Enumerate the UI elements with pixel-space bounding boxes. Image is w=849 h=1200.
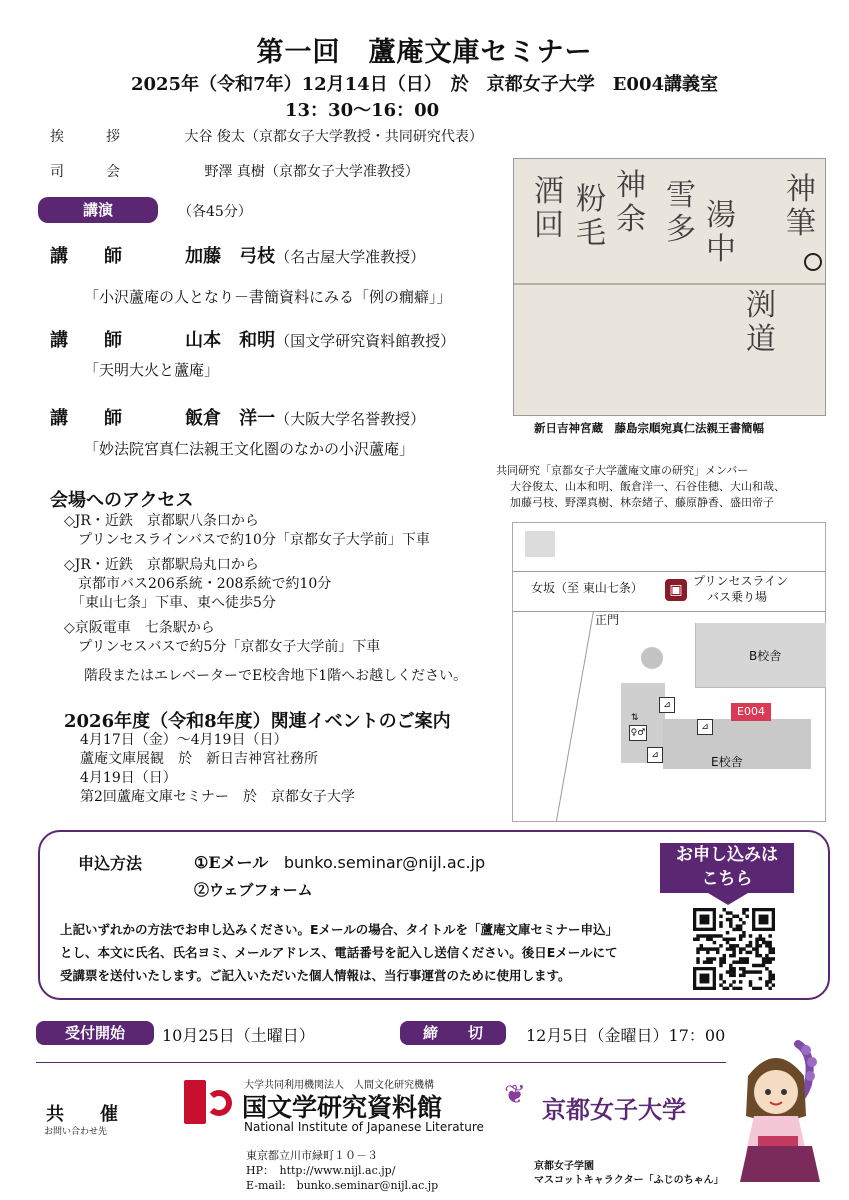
qr-module — [703, 947, 706, 950]
research-members — [496, 463, 785, 511]
mascot-caption — [534, 1160, 724, 1188]
footer-divider — [36, 1062, 726, 1063]
qr-module — [723, 954, 726, 957]
qr-module — [729, 967, 732, 970]
qr-module — [736, 987, 739, 990]
qr-module — [713, 957, 716, 960]
qr-module — [759, 938, 762, 941]
access-line: ◇京阪電車 七条駅から — [64, 620, 215, 636]
lecturer-2 — [50, 326, 455, 352]
qr-module — [696, 938, 699, 941]
access-note: 階段またはエレベーターでE校舎地下1階へお越しください。 — [84, 668, 468, 684]
qr-module — [729, 974, 732, 977]
mascot-line: 京都女子学園 — [534, 1161, 594, 1172]
restroom-icon: ♀♂ — [629, 725, 647, 741]
map-block — [525, 531, 555, 557]
qr-module — [716, 951, 719, 954]
qr-module — [726, 938, 729, 941]
qr-module — [732, 938, 735, 941]
qr-module — [739, 938, 742, 941]
qr-module — [713, 934, 716, 937]
qr-module — [755, 941, 758, 944]
qr-module — [765, 983, 768, 986]
qr-module — [739, 957, 742, 960]
qr-module — [736, 915, 739, 918]
qr-module — [719, 960, 722, 963]
org-sub: 大学共同利用機関法人 人間文化研究機構 — [244, 1080, 434, 1091]
qr-module — [729, 970, 732, 973]
map-circle — [641, 647, 663, 669]
qr-module — [742, 931, 745, 934]
qr-module — [729, 983, 732, 986]
qr-module — [726, 911, 729, 914]
qr-module — [745, 908, 748, 911]
method-email-label: ①Eメール — [194, 853, 269, 872]
qr-module — [739, 960, 742, 963]
b-building-label: B校舎 — [749, 649, 782, 663]
qr-module — [742, 967, 745, 970]
qr-module — [752, 970, 755, 973]
qr-module — [719, 983, 722, 986]
qr-module — [765, 980, 768, 983]
map-bus-label2: バス乗り場 — [707, 590, 768, 604]
qr-module — [726, 947, 729, 950]
lecturer-3 — [50, 404, 425, 430]
host-label: 司 会 — [50, 164, 120, 180]
map-road-label: 女坂（至 東山七条） — [531, 581, 643, 595]
org-en: National Institute of Japanese Literature — [244, 1120, 484, 1134]
lecture-title-2: 「天明大火と蘆庵」 — [84, 361, 220, 379]
contact-info — [246, 1148, 438, 1193]
research-heading: 共同研究「京都女子大学蘆庵文庫の研究」メンバー — [496, 464, 749, 477]
qr-module — [696, 947, 699, 950]
lecturer-affil: （名古屋大学准教授） — [275, 248, 426, 266]
qr-module — [706, 957, 709, 960]
qr-module — [732, 954, 735, 957]
qr-module — [732, 970, 735, 973]
qr-module — [762, 957, 765, 960]
qr-module — [719, 915, 722, 918]
end-date: 12月5日（金曜日）17：00 — [526, 1026, 726, 1045]
qr-module — [729, 911, 732, 914]
time-line: 13：30～16：00 — [285, 100, 440, 121]
end-label: 締 切 — [400, 1021, 506, 1045]
qr-module — [768, 944, 771, 947]
qr-module — [723, 987, 726, 990]
date-line: 2025年（令和7年）12月14日（日） 於 京都女子大学 E004講義室 — [130, 74, 718, 95]
qr-module — [755, 944, 758, 947]
qr-module — [736, 928, 739, 931]
lecturer-1 — [50, 242, 425, 268]
qr-module — [713, 941, 716, 944]
apply-banner[interactable] — [660, 843, 794, 893]
qr-module — [752, 947, 755, 950]
qr-module — [709, 938, 712, 941]
qr-module — [772, 974, 775, 977]
qr-module — [742, 921, 745, 924]
qr-module — [745, 957, 748, 960]
access-line: ◇JR・近鉄 京都駅烏丸口から — [64, 557, 259, 573]
qr-module — [736, 944, 739, 947]
qr-module — [742, 947, 745, 950]
qr-module — [739, 928, 742, 931]
qr-finder — [700, 974, 710, 984]
image-caption: 新日吉神宮蔵 藤島宗順宛真仁法親王書簡幅 — [534, 421, 764, 435]
qr-finder — [759, 915, 769, 925]
access-line: プリンセスバスで約5分「京都女子大学前」下車 — [64, 639, 381, 655]
org-name: 国文学研究資料館 — [242, 1093, 443, 1122]
qr-module — [759, 970, 762, 973]
qr-module — [736, 924, 739, 927]
qr-module — [723, 980, 726, 983]
map-gate-label: 正門 — [595, 613, 620, 627]
apply-text-line: 受講票を送付いたします。ご記入いただいた個人情報は、当行事運営のために使用します。 — [60, 968, 571, 983]
qr-finder — [700, 915, 710, 925]
qr-module — [706, 938, 709, 941]
qr-module — [768, 974, 771, 977]
qr-module — [739, 974, 742, 977]
lecture-title-3: 「妙法院宮真仁法親王文化圏のなかの小沢蘆庵」 — [84, 440, 415, 458]
qr-module — [768, 977, 771, 980]
qr-module — [762, 960, 765, 963]
qr-module — [719, 934, 722, 937]
qr-module — [755, 987, 758, 990]
lecturer-role: 講 師 — [50, 246, 122, 267]
qr-module — [768, 980, 771, 983]
qr-module — [726, 931, 729, 934]
greeting-label: 挨 拶 — [50, 129, 120, 145]
qr-module — [700, 947, 703, 950]
qr-module — [732, 928, 735, 931]
banner-arrow-icon — [708, 893, 748, 905]
qr-module — [703, 960, 706, 963]
qr-module — [755, 938, 758, 941]
qr-module — [772, 947, 775, 950]
lecture-pill: 講演 — [38, 197, 158, 223]
qr-module — [768, 987, 771, 990]
lecturer-affil: （大阪大学名誉教授） — [275, 410, 426, 428]
qr-module — [729, 921, 732, 924]
qr-module — [752, 964, 755, 967]
qr-module — [755, 947, 758, 950]
qr-module — [742, 911, 745, 914]
event-line: 蘆庵文庫展観 於 新日吉神宮社務所 — [80, 751, 318, 767]
lecturer-role: 講 師 — [50, 408, 122, 429]
mascot-illustration — [728, 1036, 828, 1186]
qr-module — [736, 960, 739, 963]
stairs-icon: ⊿ — [697, 719, 713, 735]
qr-module — [729, 964, 732, 967]
qr-module — [768, 934, 771, 937]
apply-email-link[interactable]: bunko.seminar@nijl.ac.jp — [283, 853, 486, 872]
qr-module — [768, 957, 771, 960]
map-bus-stop — [693, 573, 788, 605]
qr-module — [700, 934, 703, 937]
e-building-label: E校舎 — [711, 755, 743, 769]
bus-icon: ▣ — [665, 579, 687, 601]
qr-module — [729, 918, 732, 921]
page-title: 第一回 蘆庵文庫セミナー — [256, 37, 593, 68]
qr-module — [765, 954, 768, 957]
qr-module — [749, 944, 752, 947]
qr-module — [726, 941, 729, 944]
qr-module — [768, 970, 771, 973]
qr-module — [732, 987, 735, 990]
event-line: 4月17日（金）～4月19日（日） — [80, 732, 288, 748]
calligraphy-col: 雪多 — [666, 178, 696, 247]
qr-module — [709, 960, 712, 963]
qr-module — [719, 964, 722, 967]
qr-module — [749, 970, 752, 973]
qr-module — [732, 944, 735, 947]
qr-module — [762, 941, 765, 944]
access-line: 「東山七条」下車、東へ徒歩5分 — [64, 595, 276, 611]
host-row — [50, 161, 419, 181]
research-line: 大谷俊太、山本和明、飯倉洋一、石谷佳穂、大山和哉、 — [510, 480, 785, 493]
qr-module — [745, 970, 748, 973]
qr-module — [739, 987, 742, 990]
apply-text-line: とし、本文に氏名、氏名ヨミ、メールアドレス、電話番号を記入し送信ください。後日Eメールにて — [60, 945, 618, 960]
qr-module — [696, 957, 699, 960]
qr-module — [749, 951, 752, 954]
access-list — [64, 512, 467, 686]
univ-logo-icon: ❦ — [504, 1080, 526, 1110]
qr-module — [755, 951, 758, 954]
qr-module — [719, 944, 722, 947]
lecturer-affil: （国文学研究資料館教授） — [275, 332, 456, 350]
research-line: 加藤弓枝、野澤真樹、林奈緒子、藤原静香、盛田帝子 — [510, 496, 774, 509]
elevator-icon: ⇅ — [631, 713, 639, 723]
access-line: 京都市バス206系統・208系統で約10分 — [64, 576, 332, 592]
apply-method-email — [194, 850, 485, 873]
stairs-icon: ⊿ — [647, 747, 663, 763]
qr-module — [706, 951, 709, 954]
qr-module — [749, 980, 752, 983]
qr-module — [719, 924, 722, 927]
qr-module — [742, 960, 745, 963]
lecturer-role: 講 師 — [50, 330, 122, 351]
calligraphy-col: 湯中 — [706, 198, 736, 267]
qr-module — [732, 974, 735, 977]
qr-module — [755, 970, 758, 973]
qr-module — [729, 938, 732, 941]
qr-module — [732, 915, 735, 918]
qr-module — [703, 934, 706, 937]
qr-code-graphic — [693, 908, 775, 990]
start-label: 受付開始 — [36, 1021, 154, 1045]
qr-module — [739, 967, 742, 970]
lecturer-name: 加藤 弓枝 — [185, 246, 276, 267]
hp-link[interactable]: HP： http://www.nijl.ac.jp/ — [246, 1164, 396, 1177]
address: 東京都立川市緑町１０－３ — [246, 1149, 378, 1162]
qr-module — [768, 951, 771, 954]
calligraphy-col: 神余 — [616, 168, 646, 237]
qr-module — [713, 947, 716, 950]
qr-module — [726, 970, 729, 973]
qr-module — [742, 934, 745, 937]
qr-module — [762, 964, 765, 967]
qr-module — [739, 918, 742, 921]
nijl-logo — [180, 1078, 236, 1126]
access-line: ◇JR・近鉄 京都駅八条口から — [64, 513, 259, 529]
qr-module — [732, 951, 735, 954]
campus-map — [512, 522, 826, 822]
qr-module — [759, 964, 762, 967]
qr-module — [732, 947, 735, 950]
seal-mark — [804, 253, 822, 271]
qr-module — [768, 947, 771, 950]
qr-module — [700, 944, 703, 947]
lecture-note: （各45分） — [178, 204, 252, 220]
qr-code[interactable] — [693, 908, 775, 990]
stairs-icon: ⊿ — [659, 697, 675, 713]
qr-module — [739, 934, 742, 937]
calligraphy-col: 神筆 — [786, 172, 816, 241]
qr-module — [765, 960, 768, 963]
qr-module — [755, 964, 758, 967]
qr-module — [765, 944, 768, 947]
qr-module — [768, 960, 771, 963]
qr-module — [772, 983, 775, 986]
qr-module — [719, 921, 722, 924]
qr-module — [765, 967, 768, 970]
qr-module — [729, 947, 732, 950]
event-line: 第2回蘆庵文庫セミナー 於 京都女子大学 — [80, 789, 355, 805]
events-heading: 2026年度（令和8年度）関連イベントのご案内 — [64, 711, 451, 732]
greeting-person: 大谷 俊太（京都女子大学教授・共同研究代表） — [184, 129, 483, 145]
qr-module — [693, 938, 696, 941]
qr-module — [752, 987, 755, 990]
qr-module — [716, 934, 719, 937]
qr-module — [726, 918, 729, 921]
qr-module — [745, 915, 748, 918]
qr-module — [742, 974, 745, 977]
qr-module — [732, 980, 735, 983]
qr-module — [759, 954, 762, 957]
qr-module — [719, 957, 722, 960]
e004-marker: E004 — [731, 703, 771, 721]
qr-module — [709, 957, 712, 960]
events-list — [80, 731, 355, 807]
apply-label: 申込方法 — [78, 854, 143, 873]
qr-module — [723, 960, 726, 963]
qr-module — [706, 934, 709, 937]
qr-module — [696, 951, 699, 954]
banner-line: こちら — [701, 869, 753, 889]
qr-module — [749, 934, 752, 937]
qr-module — [742, 908, 745, 911]
qr-module — [723, 957, 726, 960]
qr-module — [706, 960, 709, 963]
qr-module — [772, 977, 775, 980]
univ-name: 京都女子大学 — [542, 1096, 686, 1124]
qr-module — [772, 951, 775, 954]
qr-module — [739, 924, 742, 927]
access-heading: 会場へのアクセス — [50, 490, 194, 511]
access-line: プリンセスラインバスで約10分「京都女子大学前」下車 — [64, 532, 430, 548]
qr-module — [716, 947, 719, 950]
qr-module — [755, 954, 758, 957]
email-link[interactable]: E-mail: bunko.seminar@nijl.ac.jp — [246, 1179, 439, 1192]
event-line: 4月19日（日） — [80, 770, 177, 786]
calligraphy-col: 酒回 — [534, 174, 564, 243]
qr-module — [759, 977, 762, 980]
calligraphy-col: 渕道 — [746, 288, 776, 357]
qr-module — [729, 924, 732, 927]
qr-module — [745, 960, 748, 963]
qr-module — [762, 938, 765, 941]
qr-module — [719, 974, 722, 977]
qr-module — [765, 941, 768, 944]
qr-module — [749, 983, 752, 986]
qr-module — [723, 908, 726, 911]
calligraphy-image — [513, 158, 826, 416]
qr-module — [745, 951, 748, 954]
qr-module — [709, 934, 712, 937]
qr-module — [759, 934, 762, 937]
qr-module — [696, 960, 699, 963]
apply-text — [60, 918, 618, 987]
qr-module — [749, 941, 752, 944]
qr-module — [772, 957, 775, 960]
greeting-row — [50, 126, 483, 146]
qr-module — [732, 967, 735, 970]
qr-module — [739, 980, 742, 983]
qr-module — [742, 970, 745, 973]
qr-module — [759, 944, 762, 947]
map-bus-label: プリンセスライン — [693, 574, 789, 588]
apply-text-line: 上記いずれかの方法でお申し込みください。Eメールの場合、タイトルを「蘆庵文庫セミナー申込」 — [60, 922, 619, 937]
lecturer-name: 山本 和明 — [185, 330, 276, 351]
qr-module — [729, 944, 732, 947]
qr-module — [768, 941, 771, 944]
qr-module — [709, 947, 712, 950]
banner-line: お申し込みは — [676, 845, 778, 865]
calligraphy-col: 粉毛 — [576, 182, 606, 251]
lecturer-name: 飯倉 洋一 — [185, 408, 276, 429]
mascot-line: マスコットキャラクター「ふじのちゃん」 — [534, 1175, 724, 1186]
qr-module — [729, 954, 732, 957]
cohost-label: 共 催 — [46, 1104, 118, 1125]
qr-module — [726, 987, 729, 990]
qr-module — [723, 938, 726, 941]
qr-module — [696, 934, 699, 937]
qr-module — [739, 947, 742, 950]
lecture-title-1: 「小沢蘆庵の人となり－書簡資料にみる「例の癇癖」」 — [84, 288, 452, 306]
qr-module — [739, 951, 742, 954]
qr-module — [719, 977, 722, 980]
qr-module — [706, 947, 709, 950]
qr-module — [745, 944, 748, 947]
qr-module — [765, 957, 768, 960]
apply-method-web[interactable]: ②ウェブフォーム — [194, 881, 313, 899]
host-person: 野澤 真樹（京都女子大学准教授） — [204, 164, 419, 180]
qr-module — [759, 987, 762, 990]
qr-module — [732, 960, 735, 963]
contact-label: お問い合わせ先 — [44, 1127, 108, 1137]
qr-module — [742, 957, 745, 960]
start-date: 10月25日（土曜日） — [162, 1026, 315, 1045]
